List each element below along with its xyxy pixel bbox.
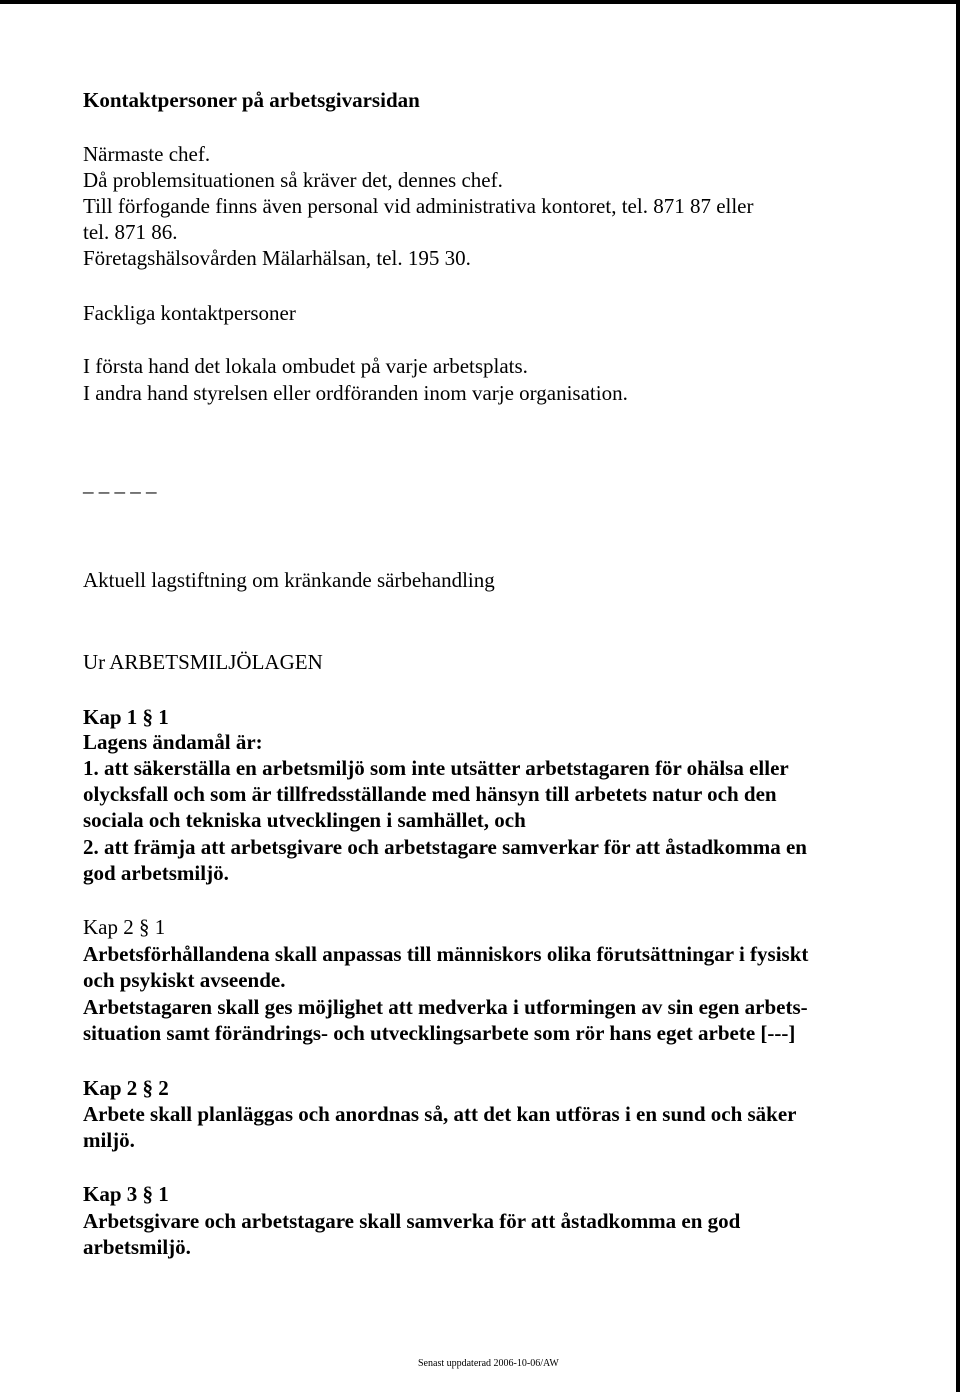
footer-updated: Senast uppdaterad 2006-10-06/AW	[418, 1358, 559, 1369]
text-line: olycksfall och som är tillfredsställande med hänsyn till arbetets natur och den	[83, 782, 777, 806]
text-line: Arbetstagaren skall ges möjlighet att medverka i utformingen av sin egen arbets-	[83, 995, 808, 1019]
separator-dashes: _ _ _ _ _	[83, 472, 157, 496]
text-line: arbetsmiljö.	[83, 1235, 191, 1259]
text-line: Till förfogande finns även personal vid administrativa kontoret, tel. 871 87 eller	[83, 194, 754, 218]
text-line: Företagshälsovården Mälarhälsan, tel. 195 30.	[83, 246, 471, 270]
kap2-2-title: Kap 2 § 2	[83, 1076, 169, 1100]
text-line: Lagens ändamål är:	[83, 730, 263, 754]
kap2-1-title: Kap 2 § 1	[83, 915, 166, 939]
heading-legislation: Aktuell lagstiftning om kränkande särbehandling	[83, 568, 495, 592]
heading-employer-contacts: Kontaktpersoner på arbetsgivarsidan	[83, 88, 420, 112]
text-line: Arbetsgivare och arbetstagare skall samverka för att åstadkomma en god	[83, 1209, 741, 1233]
heading-union-contacts: Fackliga kontaktpersoner	[83, 301, 296, 325]
subheading-arbetsmiljolagen: Ur ARBETSMILJÖLAGEN	[83, 650, 323, 674]
text-line: Närmaste chef.	[83, 142, 211, 166]
kap1-title: Kap 1 § 1	[83, 705, 169, 729]
text-line: I första hand det lokala ombudet på varje arbetsplats.	[83, 354, 528, 378]
text-line: Då problemsituationen så kräver det, dennes chef.	[83, 168, 503, 192]
text-line: miljö.	[83, 1128, 135, 1152]
kap3-1-title: Kap 3 § 1	[83, 1182, 169, 1206]
text-line: god arbetsmiljö.	[83, 861, 229, 885]
text-line: sociala och tekniska utvecklingen i samhället, och	[83, 808, 526, 832]
text-line: situation samt förändrings- och utvecklingsarbete som rör hans eget arbete [---]	[83, 1021, 796, 1045]
text-line: 1. att säkerställa en arbetsmiljö som inte utsätter arbetstagaren för ohälsa eller	[83, 756, 789, 780]
text-line: I andra hand styrelsen eller ordföranden inom varje organisation.	[83, 381, 628, 405]
text-line: 2. att främja att arbetsgivare och arbetstagare samverkar för att åstadkomma en	[83, 835, 807, 859]
text-line: tel. 871 86.	[83, 220, 178, 244]
text-line: och psykiskt avseende.	[83, 968, 286, 992]
text-line: Arbete skall planläggas och anordnas så, att det kan utföras i en sund och säker	[83, 1102, 797, 1126]
text-line: Arbetsförhållandena skall anpassas till människors olika förutsättningar i fysiskt	[83, 942, 809, 966]
